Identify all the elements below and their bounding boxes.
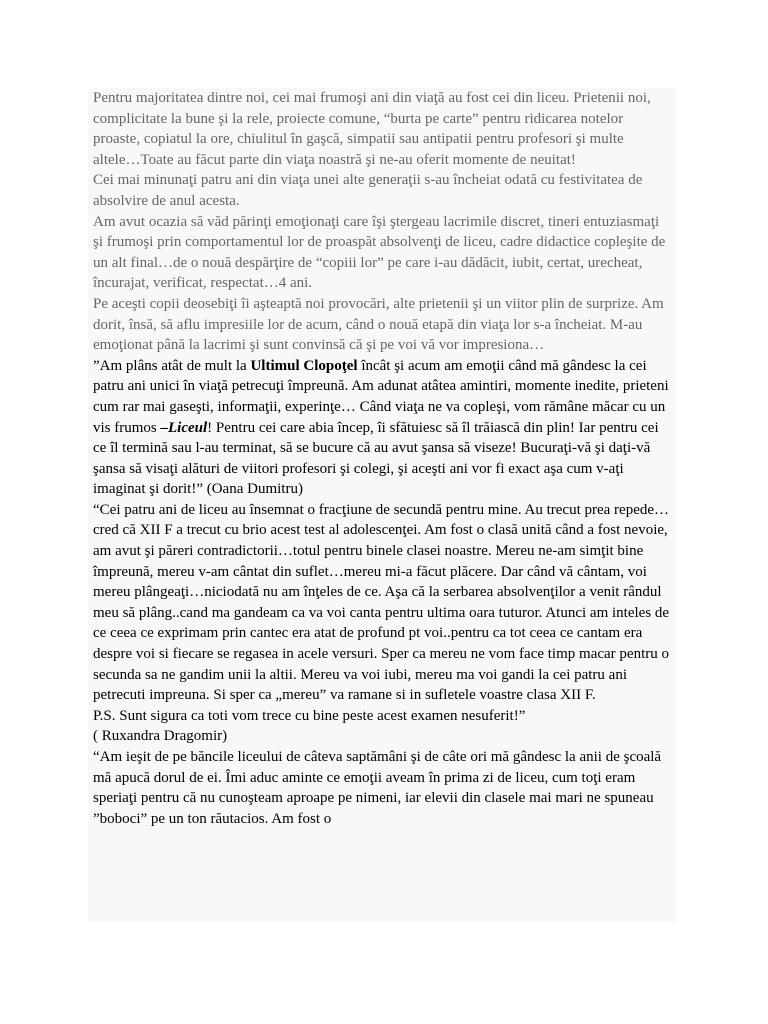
- intro-paragraph: Am avut ocazia să văd părinţi emoţionaţi care îşi ştergeau lacrimile discret, tineri entuziasmaţi şi frumoşi prin comportamentul lor de proaspăt absolvenţi de liceu, cadre didactice copleşite de un alt final…de o nouă despărţire de “copiii lor” pe care i-au dădăcit, iubit, certat, urecheat, încurajat, verificat, respectat…4 ani.: [93, 213, 666, 292]
- testimonial-oana-dumitru: [93, 356, 672, 500]
- quote-text: ”Am plâns atât de mult la: [93, 357, 251, 374]
- event-title: Ultimul Clopoţel: [250, 357, 358, 374]
- intro-paragraph: Cei mai minunaţi patru ani din viaţa unei alte generaţii s-au încheiat odată cu festivitatea de absolvire de anul acesta.: [93, 172, 643, 209]
- testimonial-third: “Am ieşit de pe băncile liceului de câteva saptămâni şi de câte ori mă gândesc la anii de şcoală mă apucă dorul de ei. Îmi aduc aminte ce emoţii aveam în prima zi de liceu, cum toţi eram speriaţi pentru că nu cunoşteam aproape pe nimeni, iar elevii din clasele mai mari ne spuneau ”boboci” pe un ton răutacios. Am fost o: [93, 749, 662, 827]
- testimonial-ruxandra-dragomir: “Cei patru ani de liceu au însemnat o fracţiune de secundă pentru mine. Au trecut prea repede…cred că XII F a trecut cu brio acest test al adolescenţei. Am fost o clasă unită când a fost nevoie, am avut şi păreri contradictorii…totul pentru binele clasei noastre. Mereu ne-am simţit bine împreună, mereu v-am cântat din suflet…mereu mi-a făcut plăcere. Dar când vă cântam, voi mereu plângeaţi…niciodată nu am înţeles de ce. Aşa că la serbarea absolvenţilor a venit rândul meu să plâng..cand ma gandeam ca va voi canta pentru ultima oara tuturor. Atunci am inteles de ce ceea ce exprimam prin cantec era atat de profund pt voi..pentru ca tot ceea ce cantam era despre voi si fiecare se regasea in acele versuri. Sper ca mereu ne vom face timp macar pentru o secunda sa ne gandim unii la altii. Mereu va voi iubi, mereu ma voi gandi la cei patru ani petrecuti impreuna. Si sper ca „mereu” va ramane si in sufletele voastre clasa XII F.: [93, 501, 670, 704]
- emphasized-word: –Liceul: [160, 419, 208, 436]
- intro-paragraph: Pe aceşti copii deosebiţi îi aşteaptă noi provocări, alte prietenii şi un viitor plin de surprize. Am dorit, însă, să aflu impresiile lor de acum, când o nouă etapă din viaţa lor s-a încheiat. M-au emoţionat până la lacrimi şi sunt convinsă că şi pe voi vă vor impresiona…: [93, 295, 664, 354]
- intro-paragraph: Pentru majoritatea dintre noi, cei mai frumoşi ani din viaţă au fost cei din liceu. Prietenii noi, complicitate la bune şi la rele, proiecte comune, “burta pe carte” pentru ridicarea notelor proaste, copiatul la ore, chiulitul în gaşcă, simpatii sau antipatii pentru profesori şi multe altele…Toate au făcut parte din viaţa noastră şi ne-au oferit momente de neuitat!: [93, 90, 651, 168]
- quote-text: încât şi acum am emoţii când mă gândesc la cei patru ani unici în viaţă petrecuţi împreună. Am adunat atâtea amintiri, momente inedite, prieteni cum rar mai gaseşti, informaţii, experinţe… Când viaţa ne va copleşi, vom rămâne măcar cu un vis frumos: [93, 357, 669, 436]
- testimonials: [93, 356, 672, 830]
- postscript: P.S. Sunt sigura ca toti vom trece cu bine peste acest examen nesuferit!”: [93, 707, 526, 724]
- article-intro: [93, 88, 672, 356]
- quote-text: ! Pentru cei care abia încep, îi sfătuiesc să îl trăiască din plin! Iar pentru cei ce îl termină sau l-au terminat, să se bucure că au avut şansa să viseze! Bucuraţi-vă şi daţi-vă şansa să visaţi alături de viitori profesori şi colegi, şi aceşti ani vor fi exact aşa cum v-aţi imaginat şi dorit!” (Oana Dumitru): [93, 419, 659, 498]
- quote-author: ( Ruxandra Dragomir): [93, 728, 228, 745]
- article-text: [88, 88, 676, 922]
